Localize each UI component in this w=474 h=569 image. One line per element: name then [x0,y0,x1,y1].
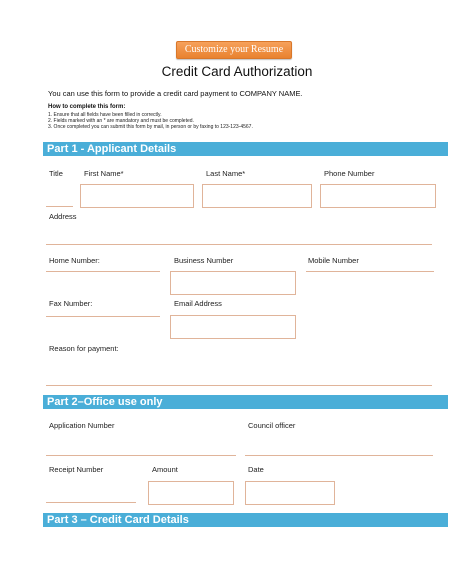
phone-field[interactable] [320,184,436,208]
receipt-number-label: Receipt Number [49,465,104,474]
part3-heading: Part 3 – Credit Card Details [43,513,448,527]
instruction-step: 2. Fields marked with an * are mandatory and must be completed. [48,118,194,124]
date-field[interactable] [245,481,335,505]
amount-label: Amount [152,465,178,474]
reason-label: Reason for payment: [49,344,119,353]
amount-field[interactable] [148,481,234,505]
instruction-list [48,112,253,130]
reason-field[interactable] [46,385,432,386]
business-number-label: Business Number [174,256,234,265]
last-name-label: Last Name* [206,169,246,178]
instruction-step: 3. Once completed you can submit this form by mail, in person or by faxing to 123-123-4567. [48,124,253,130]
part1-heading: Part 1 - Applicant Details [43,142,448,156]
intro-text: You can use this form to provide a credit card payment to COMPANY NAME. [48,89,303,98]
title-label: Title [49,169,63,178]
address-field[interactable] [46,244,432,245]
mobile-number-field[interactable] [306,271,434,272]
email-field[interactable] [170,315,296,339]
application-number-label: Application Number [49,421,115,430]
home-number-label: Home Number: [49,256,100,265]
mobile-number-label: Mobile Number [308,256,359,265]
address-label: Address [49,212,77,221]
first-name-label: First Name* [84,169,124,178]
customize-resume-button[interactable]: Customize your Resume [176,41,292,59]
first-name-field[interactable] [80,184,194,208]
title-field[interactable] [46,206,73,207]
council-officer-field[interactable] [245,455,433,456]
part2-heading: Part 2–Office use only [43,395,448,409]
phone-label: Phone Number [324,169,375,178]
business-number-field[interactable] [170,271,296,295]
date-label: Date [248,465,264,474]
fax-number-field[interactable] [46,316,160,317]
last-name-field[interactable] [202,184,312,208]
howto-heading: How to complete this form: [48,104,126,110]
receipt-number-field[interactable] [46,502,136,503]
page-title: Credit Card Authorization [161,64,313,79]
council-officer-label: Council officer [248,421,296,430]
email-label: Email Address [174,299,222,308]
home-number-field[interactable] [46,271,160,272]
application-number-field[interactable] [46,455,236,456]
instruction-step: 1. Ensure that all fields have been filled in correctly. [48,112,162,118]
fax-number-label: Fax Number: [49,299,93,308]
